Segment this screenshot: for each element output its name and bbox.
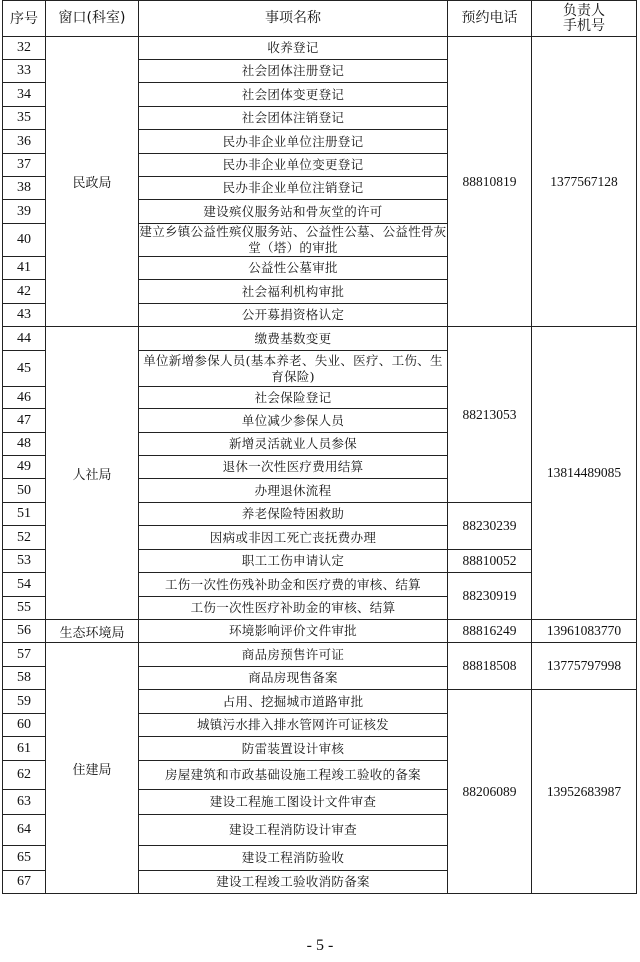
item-name: 房屋建筑和市政基础设施工程竣工验收的备案 (139, 761, 448, 790)
item-name: 社会团体注销登记 (139, 107, 448, 130)
header-item: 事项名称 (139, 1, 448, 37)
row-number: 39 (3, 200, 46, 224)
header-phone: 预约电话 (448, 1, 532, 37)
mobile-zhujian-a: 13775797998 (532, 643, 637, 690)
item-name: 缴费基数变更 (139, 327, 448, 351)
row-number: 47 (3, 409, 46, 433)
phone-renshe-c: 88810052 (448, 550, 532, 573)
item-name: 建设工程消防验收 (139, 846, 448, 871)
phone-renshe-b: 88230239 (448, 503, 532, 550)
item-name: 民办非企业单位注册登记 (139, 130, 448, 154)
header-mobile-line2: 手机号 (563, 17, 605, 34)
item-name: 新增灵活就业人员参保 (139, 433, 448, 456)
item-name: 占用、挖掘城市道路审批 (139, 690, 448, 714)
window-renshe: 人社局 (46, 327, 139, 620)
row-number: 53 (3, 550, 46, 573)
row-number: 32 (3, 37, 46, 60)
row-number: 57 (3, 643, 46, 667)
item-name: 公益性公墓审批 (139, 257, 448, 280)
row-number: 36 (3, 130, 46, 154)
row-number: 42 (3, 280, 46, 304)
item-name: 民办非企业单位变更登记 (139, 154, 448, 177)
row-number: 38 (3, 177, 46, 200)
phone-zhujian-a: 88818508 (448, 643, 532, 690)
phone-shengtai: 88816249 (448, 620, 532, 643)
item-name: 建设工程消防设计审查 (139, 815, 448, 846)
row-number: 37 (3, 154, 46, 177)
row-number: 41 (3, 257, 46, 280)
row-number: 44 (3, 327, 46, 351)
item-name: 民办非企业单位注销登记 (139, 177, 448, 200)
item-name: 社会团体注册登记 (139, 60, 448, 83)
row-number: 59 (3, 690, 46, 714)
item-name: 单位减少参保人员 (139, 409, 448, 433)
row-number: 43 (3, 304, 46, 327)
row-number: 40 (3, 224, 46, 257)
row-number: 54 (3, 573, 46, 597)
row-number: 55 (3, 597, 46, 620)
row-number: 48 (3, 433, 46, 456)
mobile-zhujian-b: 13952683987 (532, 690, 637, 894)
item-name: 城镇污水排入排水管网许可证核发 (139, 714, 448, 737)
item-name: 建立乡镇公益性殡仪服务站、公益性公墓、公益性骨灰堂（塔）的审批 (139, 224, 447, 255)
row-number: 50 (3, 479, 46, 503)
phone-renshe-a: 88213053 (448, 327, 532, 503)
item-name: 因病或非因工死亡丧抚费办理 (139, 526, 448, 550)
phone-minzheng: 88810819 (448, 37, 532, 327)
mobile-renshe: 13814489085 (532, 327, 637, 620)
item-name: 建设殡仪服务站和骨灰堂的许可 (139, 200, 448, 224)
phone-zhujian-b: 88206089 (448, 690, 532, 894)
row-number: 56 (3, 620, 46, 643)
table-row (3, 620, 637, 643)
row-number: 60 (3, 714, 46, 737)
row-number: 34 (3, 83, 46, 107)
mobile-shengtai: 13961083770 (532, 620, 637, 643)
row-number: 35 (3, 107, 46, 130)
table-row (3, 327, 637, 351)
item-name: 工伤一次性医疗补助金的审核、结算 (139, 597, 448, 620)
service-table (2, 0, 637, 894)
item-name: 收养登记 (139, 37, 448, 60)
table-row (3, 643, 637, 667)
window-minzheng: 民政局 (46, 37, 139, 327)
row-number: 46 (3, 387, 46, 409)
item-name: 防雷装置设计审核 (139, 737, 448, 761)
item-name: 社会保险登记 (139, 387, 448, 409)
item-name: 社会团体变更登记 (139, 83, 448, 107)
row-number: 52 (3, 526, 46, 550)
table-row (3, 37, 637, 60)
row-number: 61 (3, 737, 46, 761)
item-name: 建设工程施工图设计文件审查 (139, 790, 448, 815)
item-name: 办理退休流程 (139, 479, 448, 503)
header-seq: 序号 (3, 1, 46, 37)
row-number: 63 (3, 790, 46, 815)
page-number: - 5 - (306, 937, 334, 954)
row-number: 51 (3, 503, 46, 526)
window-shengtai: 生态环境局 (46, 620, 139, 643)
row-number: 64 (3, 815, 46, 846)
item-name: 退休一次性医疗费用结算 (139, 456, 448, 479)
item-name: 环境影响评价文件审批 (139, 620, 448, 643)
mobile-minzheng: 1377567128 (532, 37, 637, 327)
item-name: 社会福利机构审批 (139, 280, 448, 304)
row-number: 45 (3, 351, 46, 387)
header-mobile-line1: 负责人 (563, 2, 605, 19)
item-name: 养老保险特困救助 (139, 503, 448, 526)
phone-renshe-d: 88230919 (448, 573, 532, 620)
item-name: 建设工程竣工验收消防备案 (139, 871, 448, 894)
header-mobile (532, 1, 637, 37)
window-zhujian: 住建局 (46, 643, 139, 894)
item-name: 商品房现售备案 (139, 667, 448, 690)
row-number: 58 (3, 667, 46, 690)
header-row (3, 1, 637, 37)
row-number: 62 (3, 761, 46, 790)
row-number: 67 (3, 871, 46, 894)
header-window: 窗口(科室) (46, 1, 139, 37)
row-number: 33 (3, 60, 46, 83)
row-number: 65 (3, 846, 46, 871)
row-number: 49 (3, 456, 46, 479)
item-name: 公开募捐资格认定 (139, 304, 448, 327)
item-name: 职工工伤申请认定 (139, 550, 448, 573)
item-name: 单位新增参保人员(基本养老、失业、医疗、工伤、生育保险) (139, 351, 448, 387)
item-name: 工伤一次性伤残补助金和医疗费的审核、结算 (139, 573, 448, 597)
item-name: 商品房预售许可证 (139, 643, 448, 667)
